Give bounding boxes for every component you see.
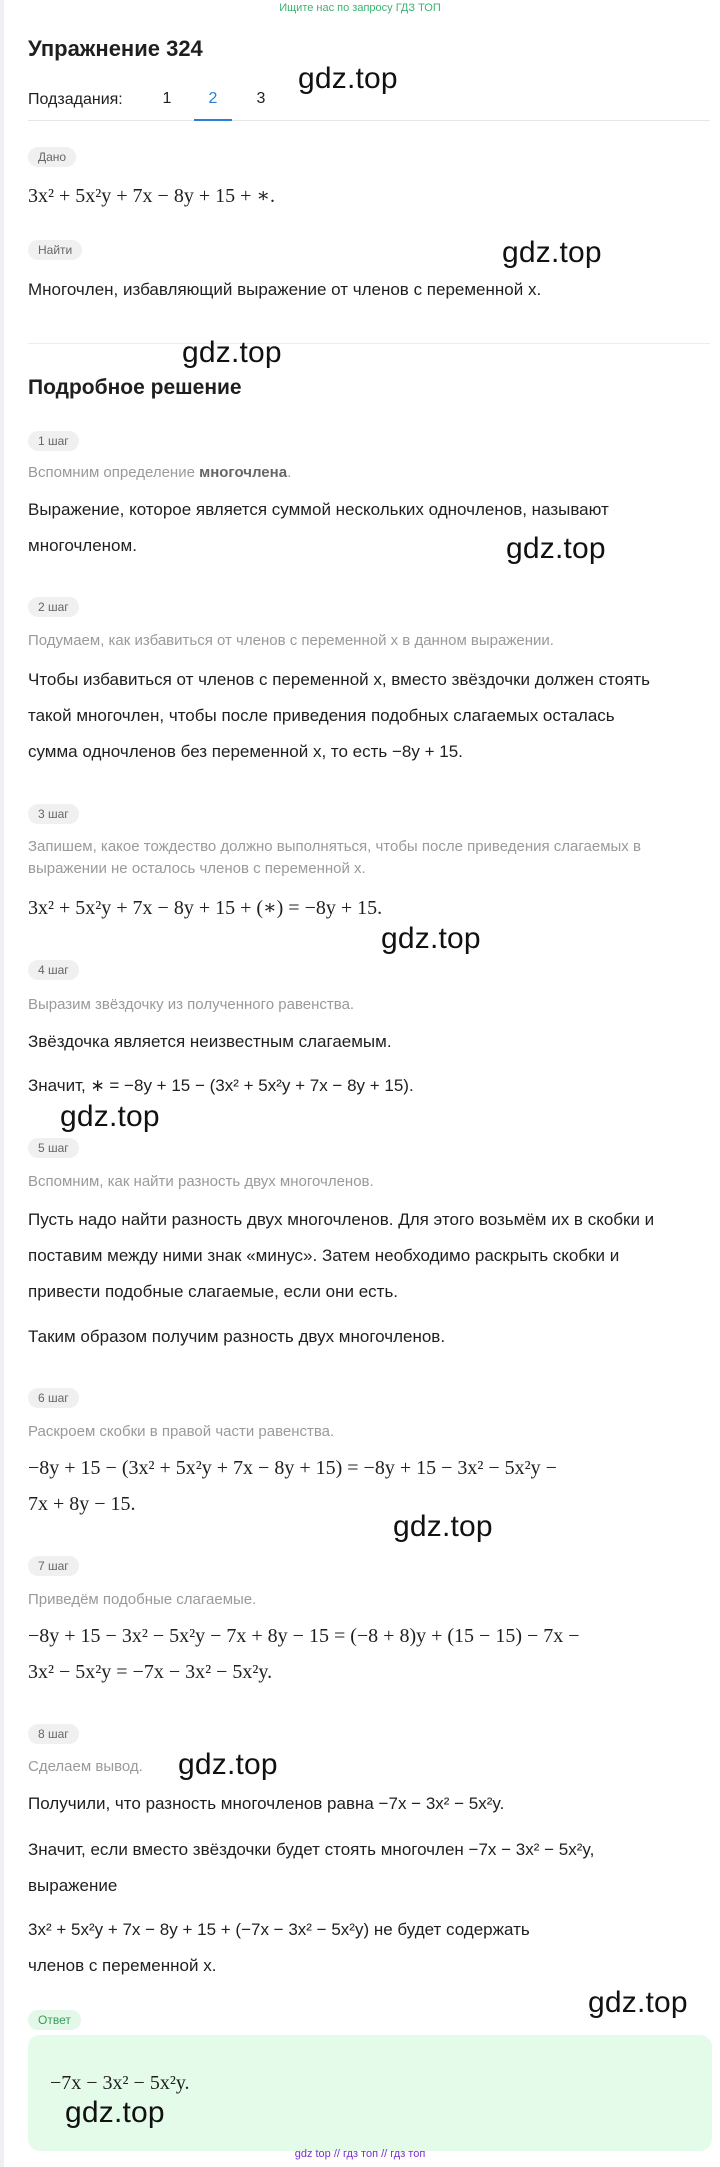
watermark: gdz.top: [393, 1510, 493, 1543]
step-8-hint: Сделаем вывод.: [28, 1758, 143, 1775]
given-badge: Дано: [28, 147, 76, 167]
step-5-line-2: поставим между ними знак «минус». Затем необходимо раскрыть скобки и: [28, 1246, 620, 1265]
step-3-math: 3x² + 5x²y + 7x − 8y + 15 + (∗) = −8y + 15.: [28, 897, 383, 919]
step-4-hint: Выразим звёздочку из полученного равенства.: [28, 996, 355, 1013]
step-8-line-3: выражение: [28, 1876, 118, 1895]
find-text: Многочлен, избавляющий выражение от членов с переменной x.: [28, 280, 542, 299]
step-3-hint: Запишем, какое тождество должно выполняться, чтобы после приведения слагаемых в выражении не осталось членов с переменной x.: [28, 838, 641, 877]
step-8-badge: 8 шаг: [28, 1724, 79, 1744]
watermark: gdz.top: [182, 336, 282, 369]
step-1-line-1: Выражение, которое является суммой нескольких одночленов, называют: [28, 500, 609, 519]
watermark: gdz.top: [588, 1986, 688, 2019]
watermark: gdz.top: [298, 62, 398, 95]
step-6-math-2: 7x + 8y − 15.: [28, 1493, 136, 1515]
solution-title: Подробное решение: [28, 376, 242, 399]
step-2-badge: 2 шаг: [28, 597, 79, 617]
step-6-badge: 6 шаг: [28, 1388, 79, 1408]
step-2-line-3: сумма одночленов без переменной x, то есть −8y + 15.: [28, 742, 463, 761]
step-1-line-2: многочленом.: [28, 536, 137, 555]
step-4-badge: 4 шаг: [28, 960, 79, 980]
step-8-line-4: 3x² + 5x²y + 7x − 8y + 15 + (−7x − 3x² − 5x²y) не будет содержать: [28, 1920, 530, 1939]
step-5-hint: Вспомним, как найти разность двух многочленов.: [28, 1173, 374, 1190]
step-5-line-4: Таким образом получим разность двух многочленов.: [28, 1327, 446, 1346]
step-7-math-1: −8y + 15 − 3x² − 5x²y − 7x + 8y − 15 = (−8 + 8)y + (15 − 15) − 7x −: [28, 1625, 580, 1647]
step-7-hint: Приведём подобные слагаемые.: [28, 1591, 257, 1608]
subtasks-label: Подзадания:: [28, 91, 123, 108]
step-2-line-1: Чтобы избавиться от членов с переменной x, вместо звёздочки должен стоять: [28, 670, 651, 689]
step-4-line-2: Значит, ∗ = −8y + 15 − (3x² + 5x²y + 7x − 8y + 15).: [28, 1076, 414, 1095]
watermark: gdz.top: [381, 922, 481, 955]
step-6-hint: Раскроем скобки в правой части равенства.: [28, 1423, 335, 1440]
answer-text: −7x − 3x² − 5x²y.: [50, 2072, 190, 2094]
tab-subtask-1[interactable]: 1: [162, 90, 172, 107]
step-8-line-5: членов с переменной x.: [28, 1956, 217, 1975]
step-7-badge: 7 шаг: [28, 1556, 79, 1576]
step-2-line-2: такой многочлен, чтобы после приведения подобных слагаемых осталась: [28, 706, 615, 725]
tab-subtask-2[interactable]: 2: [194, 90, 232, 121]
footer-links[interactable]: gdz top // гдз топ // гдз топ: [294, 2148, 426, 2160]
step-8-line-1: Получили, что разность многочленов равна −7x − 3x² − 5x²y.: [28, 1794, 505, 1813]
divider: [28, 343, 710, 344]
page-title: Упражнение 324: [28, 36, 203, 61]
watermark: gdz.top: [60, 1100, 160, 1133]
step-5-badge: 5 шаг: [28, 1138, 79, 1158]
step-1-hint-bold: многочлена: [199, 464, 288, 481]
step-1-badge: 1 шаг: [28, 431, 79, 451]
step-8-line-2: Значит, если вместо звёздочки будет стоять многочлен −7x − 3x² − 5x²y,: [28, 1840, 595, 1859]
step-5-line-3: привести подобные слагаемые, если они есть.: [28, 1282, 399, 1301]
left-border: [0, 0, 4, 2167]
answer-box: [28, 2035, 712, 2151]
step-7-math-2: 3x² − 5x²y = −7x − 3x² − 5x²y.: [28, 1661, 273, 1683]
step-2-hint: Подумаем, как избавиться от членов с переменной x в данном выражении.: [28, 632, 554, 649]
step-3-badge: 3 шаг: [28, 804, 79, 824]
step-4-line-1: Звёздочка является неизвестным слагаемым.: [28, 1032, 392, 1051]
watermark: gdz.top: [65, 2096, 165, 2129]
watermark: gdz.top: [502, 236, 602, 269]
step-1-hint: Вспомним определение многочлена.: [28, 464, 292, 481]
top-banner[interactable]: Ищите нас по запросу ГДЗ ТОП: [279, 2, 441, 14]
watermark: gdz.top: [178, 1748, 278, 1781]
given-expression: 3x² + 5x²y + 7x − 8y + 15 + ∗.: [28, 185, 275, 207]
answer-badge: Ответ: [28, 2010, 81, 2030]
watermark: gdz.top: [506, 532, 606, 565]
tab-subtask-3[interactable]: 3: [256, 90, 266, 107]
find-badge: Найти: [28, 240, 82, 260]
step-6-math-1: −8y + 15 − (3x² + 5x²y + 7x − 8y + 15) = −8y + 15 − 3x² − 5x²y −: [28, 1457, 557, 1479]
step-5-line-1: Пусть надо найти разность двух многочленов. Для этого возьмём их в скобки и: [28, 1210, 655, 1229]
